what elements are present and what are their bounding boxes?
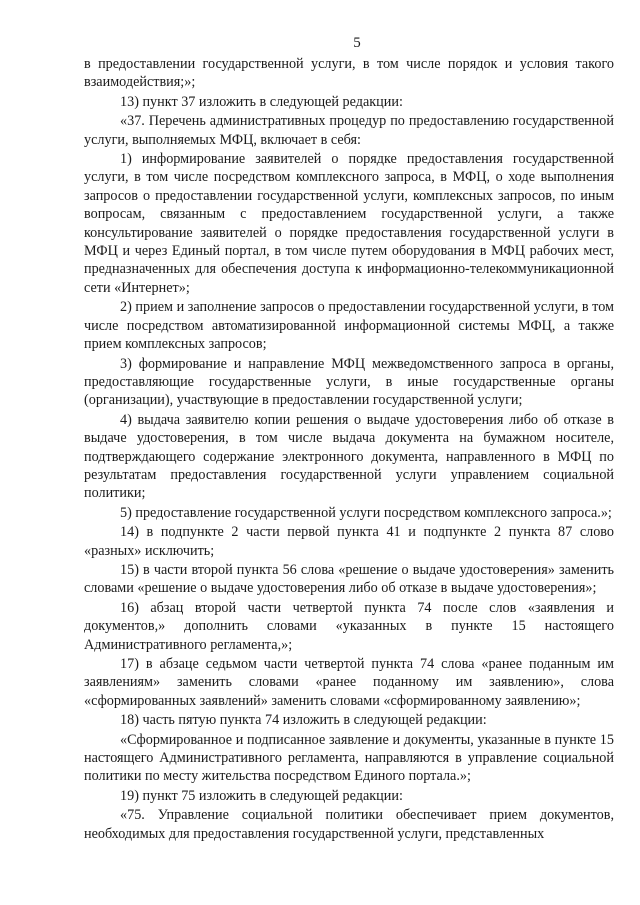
paragraph-subitem-2: 2) прием и заполнение запросов о предоставлении государственной услуги, в том числе посредством автоматизированной информационной системы МФЦ, а также прием комплексных запросов; [84, 299, 614, 353]
paragraph-subitem-3: 3) формирование и направление МФЦ межведомственного запроса в органы, предоставляющие государственные услуги, в иные государственные органы (организации), участвующие в предоставлении государственной услуги; [84, 355, 614, 409]
paragraph-item-15: 15) в части второй пункта 56 слова «решение о выдаче удостоверения» заменить словами «решение о выдаче удостоверения либо об отказе в выдаче удостоверения»; [84, 561, 614, 597]
paragraph-quoted-text: «Сформированное и подписанное заявление и документы, указанные в пункте 15 настоящего Административного регламента, направляются в управление социальной политики по месту жительства посредством Единого портала.»; [84, 731, 614, 785]
paragraph-point-75: «75. Управление социальной политики обеспечивает прием документов, необходимых для предоставления государственной услуги, представленных [84, 807, 614, 842]
paragraph-item-19: 19) пункт 75 изложить в следующей редакции: [120, 787, 403, 804]
paragraph-item-14: 14) в подпункте 2 части первой пункта 41 и подпункте 2 пункта 87 слово «разных» исключить; [84, 524, 614, 559]
paragraph-item-16: 16) абзац второй части четвертой пункта 74 после слов «заявления и документов,» дополнить словами «указанных в пункте 15 настоящего Административного регламента,»; [84, 599, 614, 653]
paragraph-subitem-1: 1) информирование заявителей о порядке предоставления государственной услуги, в том числе посредством комплексного запроса, в МФЦ, о ходе выполнения запросов о предоставлении государственной услуги, комплексных запросов, по иным вопросам, связанным с предоставлением государственной услуги, а также консультирование заявителей о порядке предоставления государственной услуги в МФЦ и через Единый портал, в том числе путем оборудования в МФЦ рабочих мест, предназначенных для обеспечения доступа к информационно-телекоммуникационной сети «Интернет»; [84, 151, 614, 296]
paragraph-subitem-5: 5) предоставление государственной услуги посредством комплексного запроса.»; [120, 504, 612, 521]
paragraph-continuation: в предоставлении государственной услуги, в том числе порядок и условия такого взаимодействия;»; [84, 56, 614, 91]
paragraph-item-18: 18) часть пятую пункта 74 изложить в следующей редакции: [120, 712, 487, 729]
paragraph-item-13: 13) пункт 37 изложить в следующей редакции: [120, 93, 403, 110]
paragraph-point-37: «37. Перечень административных процедур по предоставлению государственной услуги, выполняемых МФЦ, включает в себя: [84, 113, 614, 148]
paragraph-item-17: 17) в абзаце седьмом части четвертой пункта 74 слова «ранее поданным им заявлениям» заменить словами «ранее поданному им заявлению», слова «сформированных заявлений» заменить словами «сформированному заявлению»; [84, 656, 614, 709]
paragraph-subitem-4: 4) выдача заявителю копии решения о выдаче удостоверения либо об отказе в выдаче удостоверения, в том числе выдача документа на бумажном носителе, подтверждающего содержание электронного документа, направленного в МФЦ по результатам предоставления государственной услуги управлением социальной политики; [84, 411, 614, 502]
page-number: 5 [353, 35, 361, 51]
